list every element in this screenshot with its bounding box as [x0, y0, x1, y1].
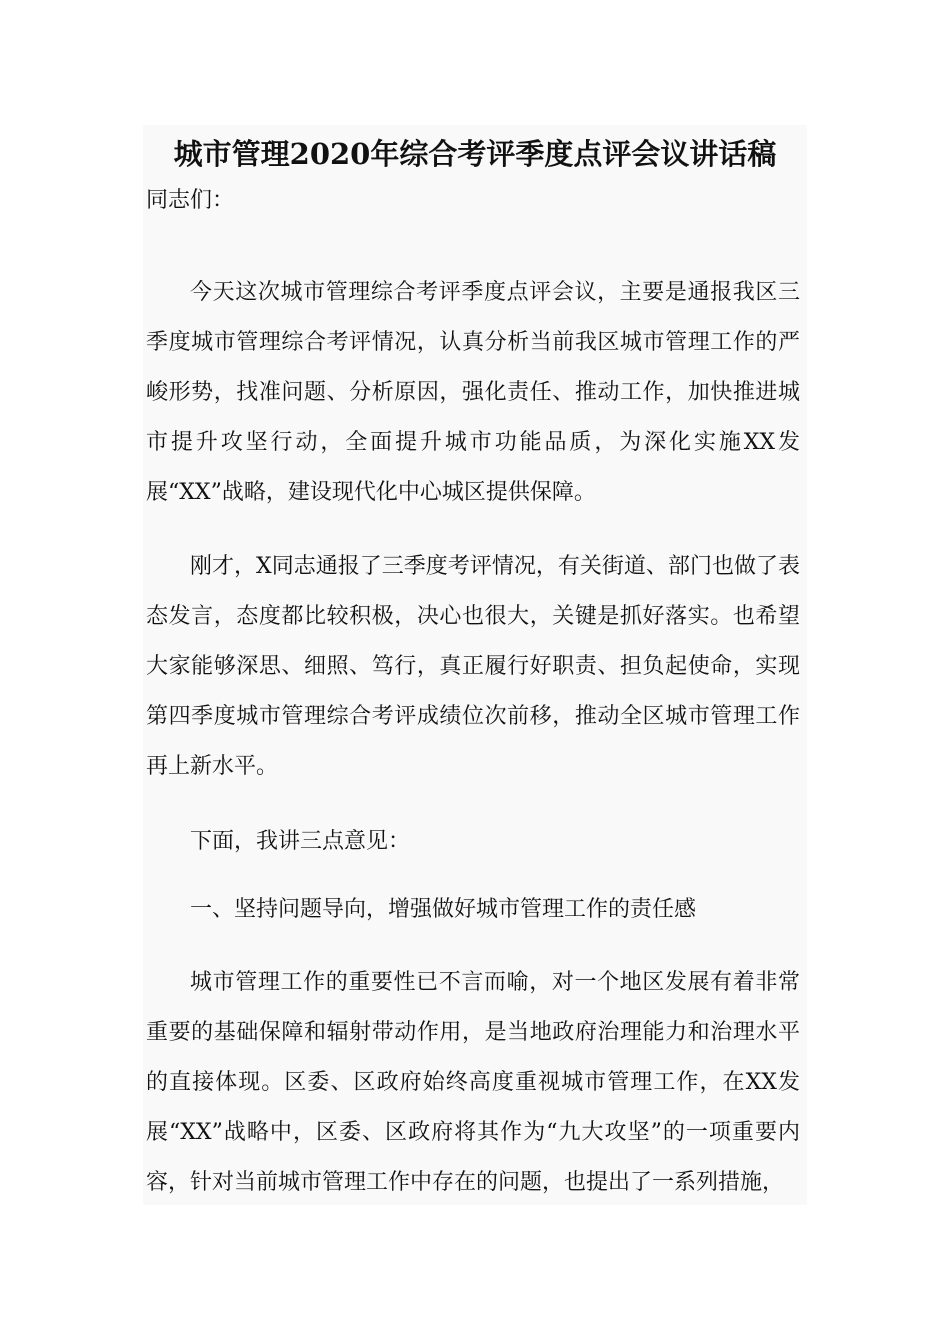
paragraph-intro: 今天这次城市管理综合考评季度点评会议，主要是通报我区三季度城市管理综合考评情况，认真分析当前我区城市管理工作的严峻形势，找准问题、分析原因，强化责任、推动工作，加快推进城市提升攻坚行动，全面提升城市功能品质，为深化实施XX发展“XX”战略，建设现代化中心城区提供保障。	[146, 280, 800, 505]
paragraph-report: 刚才，X同志通报了三季度考评情况，有关街道、部门也做了表态发言，态度都比较积极，决心也很大，关键是抓好落实。也希望大家能够深思、细照、笃行，真正履行好职责、担负起使命，实现第四季度城市管理综合考评成绩位次前移，推动全区城市管理工作再上新水平。	[146, 554, 800, 779]
document-title: 城市管理2020年综合考评季度点评会议讲话稿	[173, 137, 777, 171]
paragraph-transition: 下面，我讲三点意见：	[190, 829, 411, 854]
salutation: 同志们：	[146, 188, 235, 213]
section-heading-1: 一、坚持问题导向，增强做好城市管理工作的责任感	[190, 897, 697, 922]
paragraph-section-1: 城市管理工作的重要性已不言而喻，对一个地区发展有着非常重要的基础保障和辐射带动作用，是当地政府治理能力和治理水平的直接体现。区委、区政府始终高度重视城市管理工作，在XX发展“XX”战略中，区委、区政府将其作为“九大攻坚”的一项重要内容，针对当前城市管理工作中存在的问题，也提出了一系列措施，	[146, 970, 800, 1195]
